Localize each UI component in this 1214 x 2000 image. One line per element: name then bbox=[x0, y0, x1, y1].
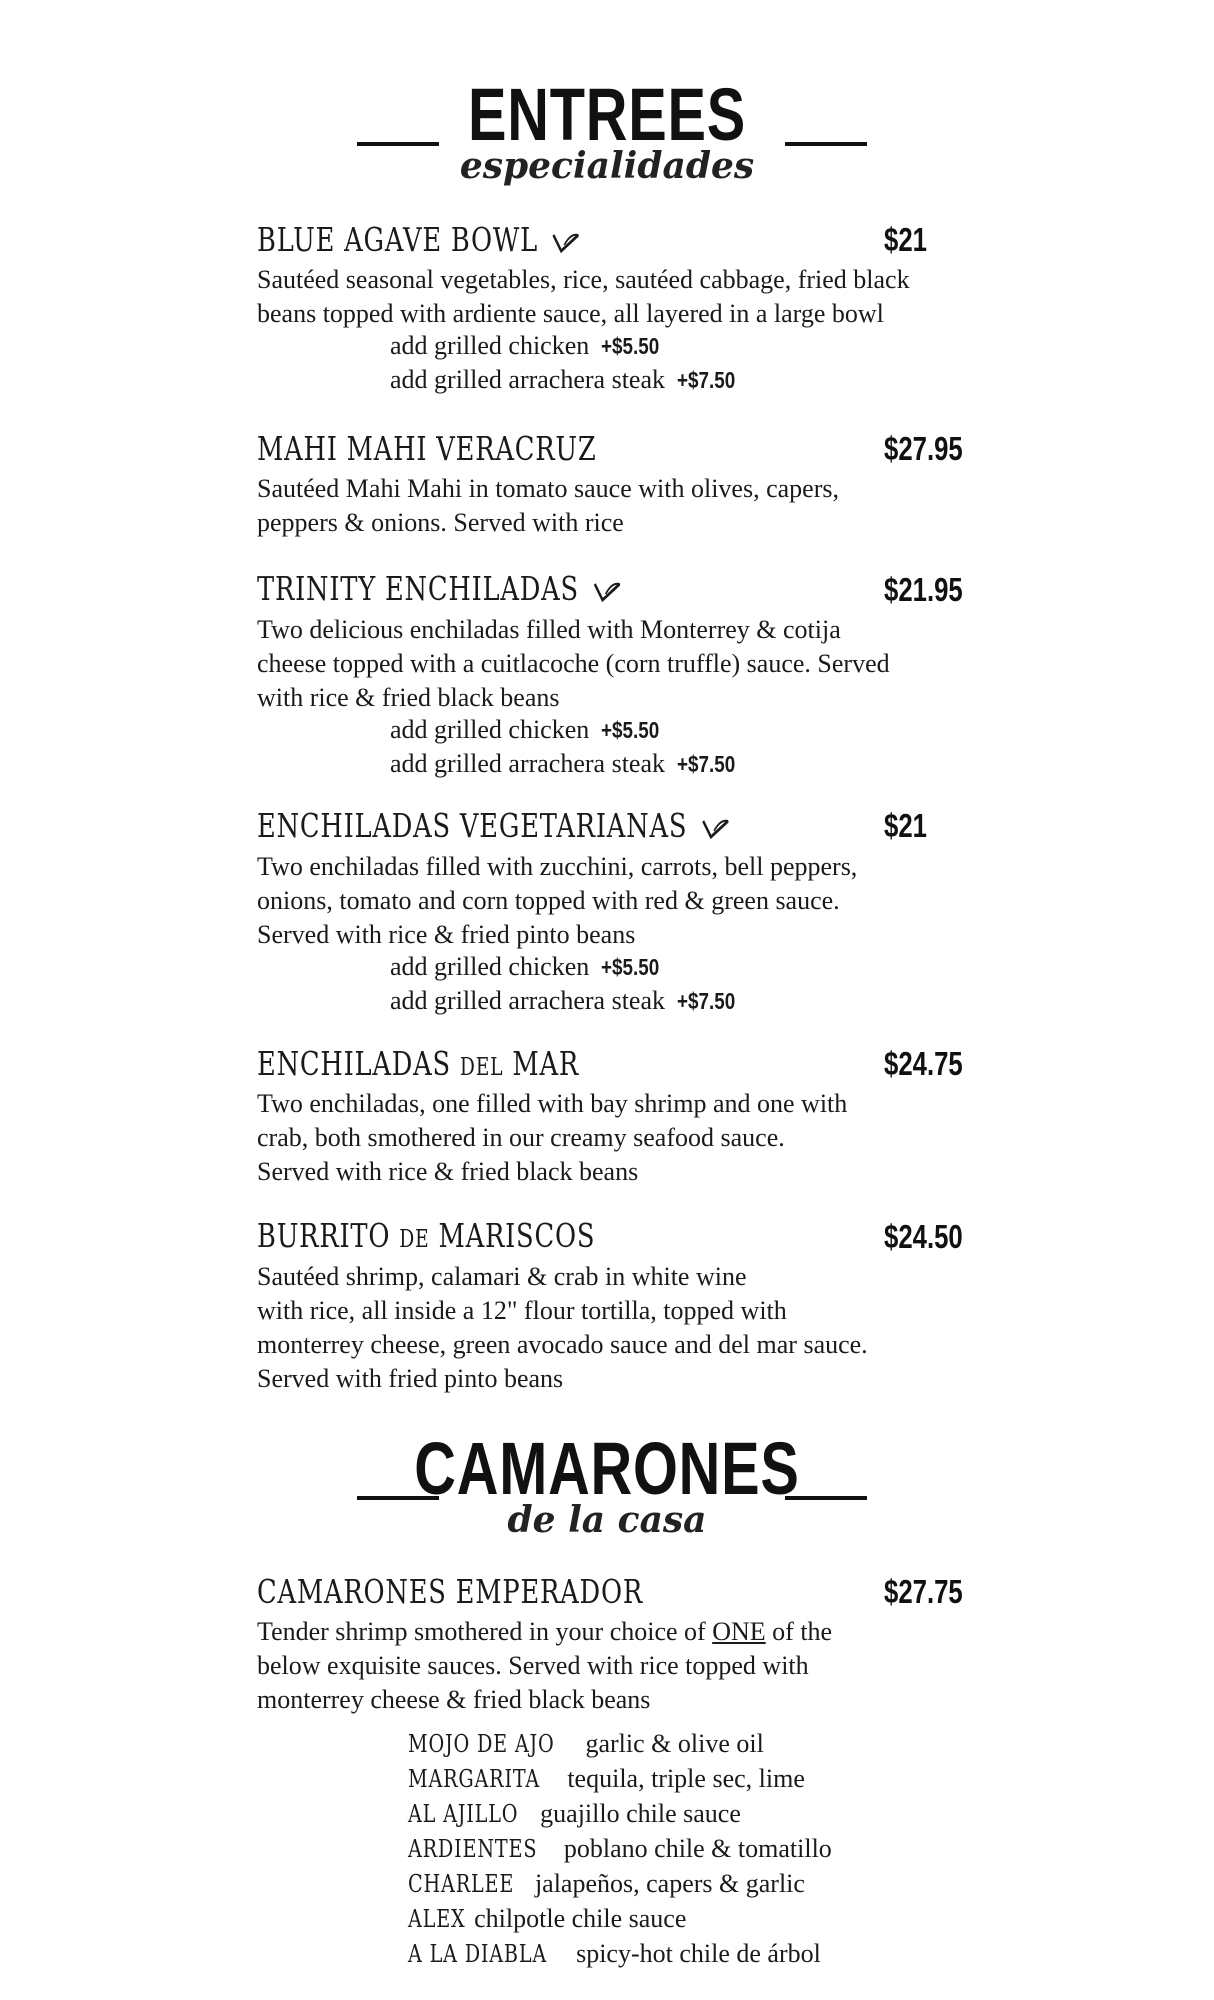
item-name-camarones-emperador: CAMARONES EMPERADOR bbox=[257, 1572, 644, 1611]
item-name-enchiladas-vegetarianas: ENCHILADAS VEGETARIANAS bbox=[257, 804, 729, 850]
item-description: Sautéed seasonal vegetables, rice, sautéed cabbage, fried black beans topped with ardiente sauce, all layered in a large bowl bbox=[257, 265, 910, 328]
item-description: Two enchiladas filled with zucchini, carrots, bell peppers, onions, tomato and corn topped with red & green sauce. Served with rice & fried pinto beans bbox=[257, 852, 858, 949]
item-description: Tender shrimp smothered in your choice of ONE of the below exquisite sauces. Served with rice topped with monterrey cheese & fried black beans bbox=[257, 1617, 833, 1714]
addon-chicken: add grilled chicken +$5.50 bbox=[390, 715, 660, 744]
item-description: Two delicious enchiladas filled with Monterrey & cotija cheese topped with a cuitlacoche (corn truffle) sauce. Served with rice & fried black beans bbox=[257, 615, 890, 712]
leaf-icon bbox=[701, 806, 729, 850]
item-price: $24.75 bbox=[884, 1045, 963, 1082]
sauce-option: MARGARITA tequila, triple sec, lime bbox=[408, 1764, 805, 1793]
item-description: Sautéed shrimp, calamari & crab in white wine with rice, all inside a 12" flour tortilla, topped with monterrey cheese, green avocado sauce and del mar sauce. Served with fried pinto beans bbox=[257, 1262, 868, 1393]
section-title-camarones: CAMARONES bbox=[414, 1427, 800, 1510]
item-description: Sautéed Mahi Mahi in tomato sauce with olives, capers, peppers & onions. Served with rice bbox=[257, 474, 839, 537]
item-price: $27.95 bbox=[884, 430, 963, 467]
addon-chicken: add grilled chicken +$5.50 bbox=[390, 952, 660, 981]
addon-steak: add grilled arrachera steak +$7.50 bbox=[390, 749, 736, 778]
section-subtitle-especialidades: especialidades bbox=[459, 145, 755, 187]
leaf-icon bbox=[552, 220, 580, 264]
item-description: Two enchiladas, one filled with bay shrimp and one with crab, both smothered in our creamy seafood sauce. Served with rice & fried black beans bbox=[257, 1089, 848, 1186]
sauce-option: ALEX chilpotle chile sauce bbox=[408, 1904, 687, 1933]
sauce-option: CHARLEE jalapeños, capers & garlic bbox=[408, 1869, 805, 1898]
section-title-entrees: ENTREES bbox=[467, 73, 747, 156]
sauce-option: MOJO DE AJO garlic & olive oil bbox=[408, 1729, 764, 1758]
item-name-blue-agave-bowl: BLUE AGAVE BOWL bbox=[257, 218, 580, 264]
sauce-option: ARDIENTES poblano chile & tomatillo bbox=[408, 1834, 832, 1863]
addon-chicken: add grilled chicken +$5.50 bbox=[390, 331, 660, 360]
sauce-option: AL AJILLO guajillo chile sauce bbox=[408, 1799, 741, 1828]
section-subtitle-de-la-casa: de la casa bbox=[507, 1499, 707, 1541]
item-price: $21 bbox=[884, 221, 927, 258]
addon-steak: add grilled arrachera steak +$7.50 bbox=[390, 986, 736, 1015]
item-name-trinity-enchiladas: TRINITY ENCHILADAS bbox=[257, 567, 621, 613]
item-name-burrito-de-mariscos: BURRITO DE MARISCOS bbox=[257, 1216, 596, 1255]
item-name-mahi-mahi-veracruz: MAHI MAHI VERACRUZ bbox=[257, 429, 597, 468]
item-price: $24.50 bbox=[884, 1218, 963, 1255]
addon-steak: add grilled arrachera steak +$7.50 bbox=[390, 365, 736, 394]
item-price: $27.75 bbox=[884, 1573, 963, 1610]
sauce-option: A LA DIABLA spicy-hot chile de árbol bbox=[408, 1939, 821, 1968]
leaf-icon bbox=[593, 569, 621, 613]
item-price: $21 bbox=[884, 807, 927, 844]
item-name-enchiladas-del-mar: ENCHILADAS DEL MAR bbox=[257, 1044, 580, 1083]
item-price: $21.95 bbox=[884, 571, 963, 608]
